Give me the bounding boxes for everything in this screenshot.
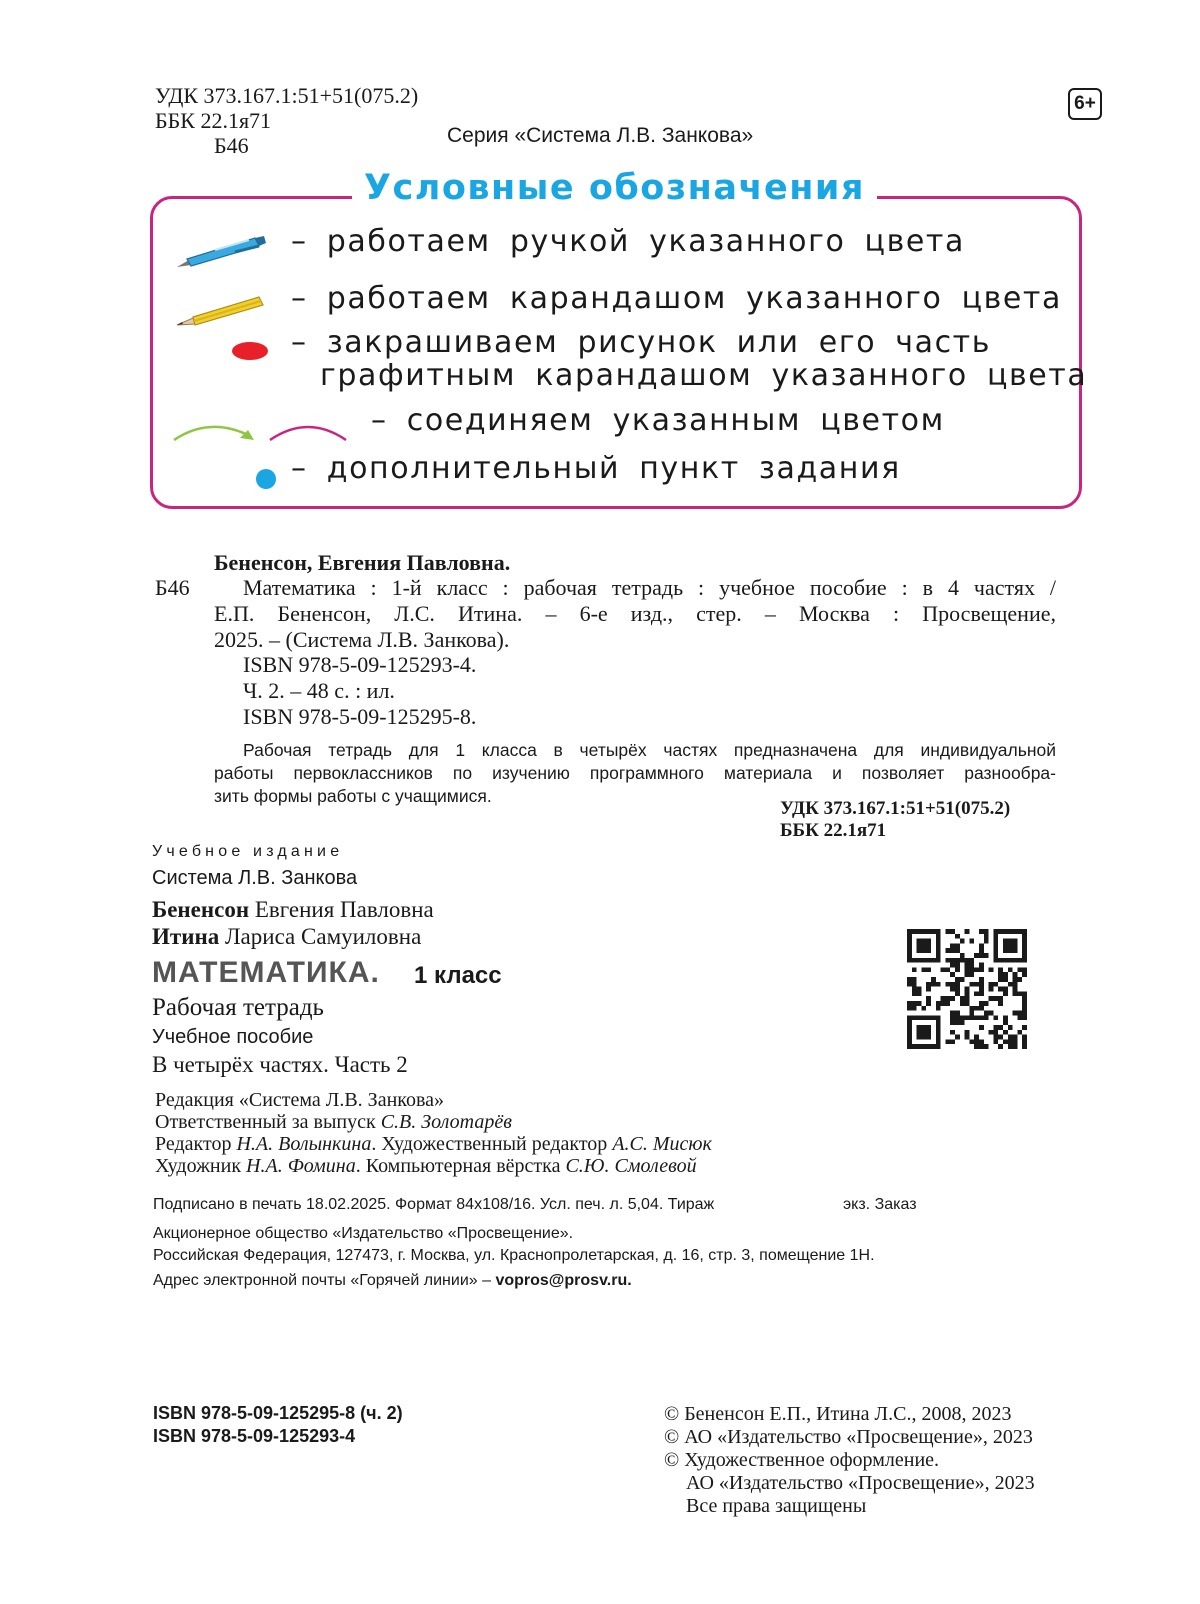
annotation-line1: Рабочая тетрадь для 1 класса в четырёх частях предназначена для индивидуальной [243,740,1056,760]
hotline-email[interactable]: vopros@prosv.ru. [495,1272,632,1289]
legend-title: Условные обозначения [352,168,877,208]
red-oval-icon [230,339,270,363]
catalog-part: Ч. 2. – 48 с. : ил. [243,678,395,703]
footer-isbn-part: ISBN 978-5-09-125295-8 (ч. 2) [153,1403,403,1423]
edition-type: Учебное издание [152,843,344,860]
catalog-code: Б46 [155,575,190,600]
copyright-authors: © Бененсон Е.П., Итина Л.С., 2008, 2023 [664,1403,1012,1425]
catalog-desc-line2: Е.П. Бененсон, Л.С. Итина. – 6-е изд., стер. – Москва : Просвещение, [214,601,1056,626]
responsible-name: С.В. Золотарёв [380,1111,512,1133]
bbk-code: ББК 22.1я71 [155,108,272,133]
footer-isbn-full: ISBN 978-5-09-125293-4 [153,1426,356,1446]
copyright-publisher: © АО «Издательство «Просвещение», 2023 [664,1426,1033,1448]
responsible-label: Ответственный за выпуск [155,1111,376,1133]
copyright-design: © Художественное оформление. [664,1449,940,1471]
art-editor-label: . Художественный редактор [371,1133,608,1155]
author1-surname: Бененсон [152,897,250,922]
imprint-series: Система Л.В. Занкова [152,867,358,889]
hotline-label: Адрес электронной почты «Горячей линии» – [153,1272,491,1289]
legend-item-pen: – работаем ручкой указанного цвета [291,224,965,259]
artist-line [155,1155,697,1178]
layout-label: . Компьютерная вёрстка [355,1155,561,1177]
author1-line [152,897,434,923]
book-grade: 1 класс [414,962,502,989]
catalog-desc-line1: Математика : 1-й класс : рабочая тетрадь : учебное пособие : в 4 частях / [243,575,1056,600]
author2-name: Лариса Самуиловна [224,924,422,949]
author-mark: Б46 [214,133,249,158]
legend-item-fill: – закрашиваем рисунок или его часть [291,325,992,360]
author1-name: Евгения Павловна [254,897,434,922]
layout-name: С.Ю. Смолевой [565,1155,697,1177]
book-parts: В четырёх частях. Часть 2 [152,1052,408,1077]
editor-name: Н.А. Волынкина [236,1133,372,1155]
book-title: МАТЕМАТИКА. [152,956,380,989]
responsible-line [155,1111,512,1134]
qr-code[interactable] [907,929,1027,1049]
editor-line [155,1133,712,1156]
blue-pen-icon [175,234,267,274]
series-label: Серия «Система Л.В. Занкова» [447,124,754,147]
editorial-office: Редакция «Система Л.В. Занкова» [155,1089,445,1111]
publisher-name: Акционерное общество «Издательство «Просвещение». [153,1225,574,1242]
annotation-line3: зить формы работы с учащимися. [214,786,492,806]
hotline-line [153,1272,632,1290]
artist-label: Художник [155,1155,242,1177]
print-info: Подписано в печать 18.02.2025. Формат 84х108/16. Усл. печ. л. 5,04. Тираж [153,1196,715,1213]
copyright-design-holder: АО «Издательство «Просвещение», 2023 [686,1472,1035,1494]
legend-item-fill-line2: графитным карандашом указанного цвета [320,358,1088,393]
annotation-line2: работы первоклассников по изучению программного материала и позволяет разнообра- [214,763,1056,783]
udk-code: УДК 373.167.1:51+51(075.2) [155,83,419,108]
blue-dot-icon [254,467,278,491]
catalog-author: Бененсон, Евгения Павловна. [214,550,511,575]
yellow-pencil-icon [175,291,267,331]
all-rights-reserved: Все права защищены [686,1495,867,1517]
author2-line [152,924,421,950]
age-rating-text: 6+ [1074,93,1096,114]
art-editor-name: А.С. Мисюк [612,1133,712,1155]
catalog-desc-line3: 2025. – (Система Л.В. Занкова). [214,627,510,652]
editor-label: Редактор [155,1133,232,1155]
print-info-tail: экз. Заказ [843,1196,917,1213]
book-type: Учебное пособие [152,1026,314,1048]
catalog-bbk: ББК 22.1я71 [780,820,887,841]
legend-item-extra: – дополнительный пункт задания [291,451,901,486]
artist-name: Н.А. Фомина [246,1155,356,1177]
book-subtitle: Рабочая тетрадь [152,994,324,1021]
connect-arrow-icon [170,412,355,448]
publisher-address: Российская Федерация, 127473, г. Москва, ул. Краснопролетарская, д. 16, стр. 3, помещение 1Н. [153,1247,875,1264]
legend-item-connect: – соединяем указанным цветом [371,403,945,438]
legend-item-pencil: – работаем карандашом указанного цвета [291,281,1062,316]
catalog-isbn-part: ISBN 978-5-09-125295-8. [243,704,477,729]
catalog-udk: УДК 373.167.1:51+51(075.2) [780,798,1011,819]
catalog-isbn-full: ISBN 978-5-09-125293-4. [243,652,477,677]
age-rating-badge [1068,88,1102,120]
author2-surname: Итина [152,924,220,949]
